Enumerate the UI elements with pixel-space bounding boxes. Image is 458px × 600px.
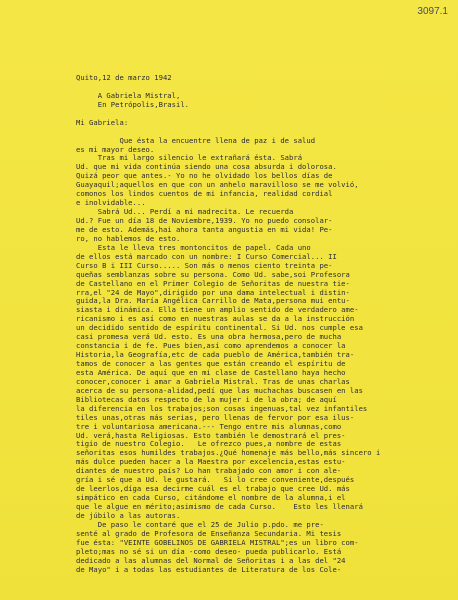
letter-line: es mi mayor deseo. [76,144,155,154]
letter-line: pleto;mas no sé si un día -como deseo- pueda publicarlo. Está [76,546,342,556]
letter-line: guida,la Dra. María Angélica Carrillo de Mata,persona mui entu- [76,296,350,306]
letter-line: siasta i dinámica. Ella tiene un amplio sentido de verdadero ame- [76,305,359,315]
letter-line: conocer,conocer i amar a Gabriela Mistral. Tras de unas charlas [76,376,350,386]
letter-line: de Castellano en el Primer Colegio de Señoritas de nuestra tie- [76,278,350,288]
letter-line: casi promesa verá Ud. esto. Es una obra hermosa,pero de mucha [76,332,342,342]
letter-line: acerca de su persona-alidad,pedí que las muchachas buscasen en las [76,385,363,395]
letter-line: Sabrá Ud... Perdí a mi madrecita. Le recuerda [76,207,294,217]
letter-line: comonos los lindos cuentos de mi infancia, realidad cordial [76,189,333,199]
letter-line: que le algue en mérito;asimismo de cada Curso. Esto les llenará [76,502,363,511]
letter-line: Quizá peor que antes.- Yo no he olvidado los bellos días de [76,171,333,181]
letter-line: A Gabriela Mistral, [76,90,181,100]
letter-line: fue ésta: "VEINTE GOBELINOS DE GABRIELA MISTRAL";es un libro com- [76,537,359,547]
letter-line: ricanismo i es así como en nuestras aulas se da a la instrucción [76,314,355,324]
letter-line: Quito,12 de marzo 1942 [76,73,172,82]
letter-line: En Petrópolis,Brasil. [76,99,190,109]
letter-body [76,74,448,575]
letter-line: de leerlos,díga esa decirme cuál es el trabajo que cree Ud. más [76,484,350,494]
letter-line: De paso le contaré que el 25 de Julio p.pdo. me pre- [76,519,324,529]
letter-line: Guayaquil;aquellos en que con un anhelo maravilloso se me volvió, [76,180,359,190]
letter-line: ro, no hablemos de esto. [76,233,181,243]
letter-line: Esta le lleva tres montoncitos de papel. Cada uno [76,242,311,252]
letter-line: simpático en cada Curso, citándome el nombre de la alumna,i el [76,493,346,503]
letter-line: constancia i de fe. Pues bien,así como aprendemos a conocer la [76,341,346,351]
letter-line: rra,el "24 de Mayo",dirigido por una dama intelectual i distin- [76,287,350,297]
letter-line: senté al grado de Profesora de Enseñanza Secundaria. Mi tesis [76,528,342,538]
letter-line: Tras mi largo silencio le extrañará ésta. Sabrá [76,153,303,163]
letter-line: de júbilo a las autoras. [76,510,181,520]
letter-line: tre i voluntariosa americana.--- Tengo entre mis alumnas,como [76,421,342,431]
letter-line: e inolvidable... [76,198,146,208]
letter-line: gría i sé que a Ud. le gustará. Si lo cree conveniente,después [76,475,355,485]
letter-line: de Mayo" i a todas las estudiantes de Literatura de los Cole- [76,564,342,574]
letter-line: Ud. verá,hasta Religiosas. Esto también le demostrará el pres- [76,430,346,440]
letter-line: queñas semblanzas sobre su persona. Como Ud. sabe,soi Profesora [76,269,350,279]
letter-line: Que ésta la encuentre llena de paz i de salud [76,135,316,145]
letter-line: Bibliotecas datos respecto de la mujer i de la obra; de aquí [76,394,337,404]
archive-reference: 3097.1 [417,6,448,17]
letter-line: señoritas esos humildes trabajos.¿Qué homenaje más bello,más sincero i [76,448,381,458]
letter-line: un decidido sentido de espíritu continental. Si Ud. nos cumple esa [76,323,363,333]
letter-line: diantes de nuestro país? Lo han trabajado con amor i con ale- [76,466,342,476]
letter-line: tiles unas,otras más serias, pero llenas de fervor por esa ilus- [76,412,355,422]
letter-line: tigio de nuestro Colegio. Le ofrezco pues,a nombre de estas [76,439,342,449]
letter-line: la diferencia en los trabajos;son cosas ingenuas,tal vez infantiles [76,403,368,413]
letter-line: Historia,la Geografía,etc de cada pueblo de América,también tra- [76,350,355,360]
letter-line: Curso B i III Curso..... Son más o menos ciento treinta pe- [76,260,333,270]
letter-line: dedicado a las alumnas del Normal de Señoritas i a las del "24 [76,555,346,565]
letter-line: de ellos está marcado con un nombre: I Curso Comercial... II [76,251,337,261]
letter-line: esta América. De aquí que en mi clase de Castellano haya hecho [76,367,346,377]
letter-line: me de esto. Además,hai ahora tanta angustia en mi vida! Pe- [76,224,333,234]
letter-line: más dulce pueden hacer a la Maestra por excelencia,estas estu- [76,457,346,467]
letter-line [76,110,448,119]
letter-line: Mi Gabriela: [76,117,129,127]
letter-line: Ud. que mi vida continúa siendo una cosa absurda i dolorosa. [76,162,337,172]
letter-line: tamos de conocer a las gentes que están creando el espíritu de [76,359,346,368]
letter-line: Ud.? Fue un día 18 de Noviembre,1939. Yo no puedo consolar- [76,216,333,225]
